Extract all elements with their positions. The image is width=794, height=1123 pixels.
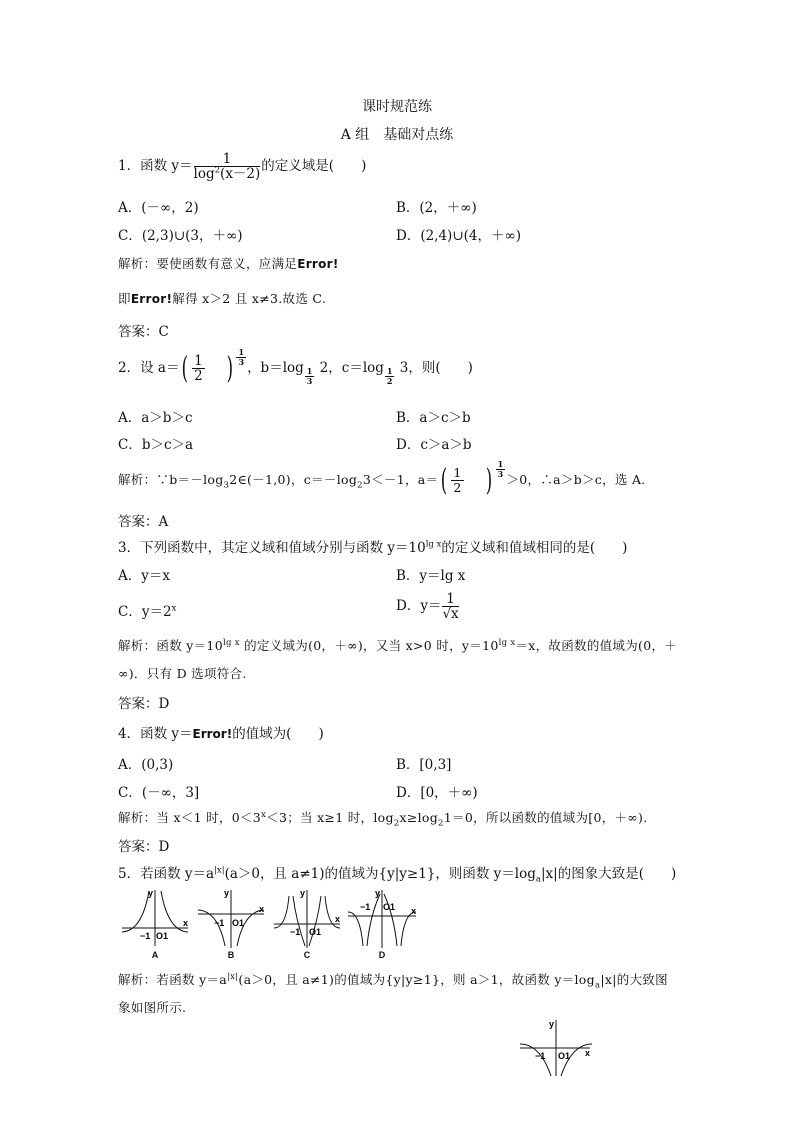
q3-text-a: 3．下列函数中，其定义域和值域分别与函数 y＝10	[118, 540, 426, 556]
q2-solution	[118, 459, 646, 498]
page-title: 课时规范练	[362, 99, 432, 115]
q5-text-a: 5．若函数 y＝a	[118, 866, 215, 882]
q5-text-b: (a＞0，且 a≠1)的值域为{y|y≥1}，则函数 y＝log	[224, 866, 536, 882]
q3-optd-frac	[442, 592, 458, 621]
q2-sol-a: 解析：∵b＝－log	[118, 472, 224, 487]
q3-answer: 答案：D	[118, 696, 170, 712]
q1-fraction	[194, 152, 261, 181]
q5-text-sup: |x|	[214, 865, 225, 876]
q4-option-c: C．(－∞，3]	[118, 785, 200, 801]
q1-answer: 答案：C	[118, 324, 169, 340]
q5-graph-a-label: A	[151, 950, 159, 960]
q2-exponent	[236, 348, 246, 367]
q5-c-ylabel: y	[300, 888, 306, 898]
q2-b-val: 2，c＝log	[315, 360, 384, 376]
q5-solution-line2: 象如图所示.	[118, 1000, 187, 1015]
q5-d-ylabel: y	[375, 888, 381, 898]
q2-option-d: D．c＞a＞b	[396, 437, 472, 453]
q5-b-neg1: −1	[214, 918, 225, 928]
q5-a-neg1: −1	[140, 931, 151, 941]
q2-sol-exp-num: 1	[497, 459, 504, 469]
q4-sol-c: x≥log	[399, 810, 439, 825]
q3-option-a: A．y＝x	[118, 568, 170, 584]
q1-sol2-text: 解得 x＞2 且 x≠3.故选 C.	[172, 291, 327, 306]
q2-sol-half-den: 2	[453, 480, 462, 495]
q1-denom-arg: (x－2)	[220, 166, 261, 182]
q2-exp-den: 3	[238, 357, 245, 367]
q5-solution-line1	[118, 970, 668, 991]
q1-option-c: C．(2,3)∪(3，＋∞)	[118, 228, 243, 244]
q3-optd-den: √x	[442, 606, 459, 622]
q5-d-o1: O1	[383, 902, 396, 912]
q1-solution-line2	[118, 289, 326, 307]
q5-c-xlabel: x	[335, 914, 341, 924]
q3-optc-text: C．y＝2	[118, 604, 172, 620]
q3-solution-line1	[118, 636, 677, 654]
q3-optc-sup: x	[171, 603, 177, 614]
q2-sol-c: 3＜－1，a＝	[362, 472, 439, 487]
q5-d-neg1: −1	[360, 902, 371, 912]
q2-sol-paren-left: (	[441, 462, 448, 498]
q2-sol-exponent	[496, 460, 506, 479]
q1-func: y＝	[171, 158, 193, 174]
q4-sol-b: ＜3；当 x≥1 时，log	[266, 810, 394, 825]
q5-sol-b: (a＞0，且 a≠1)的值域为{y|y≥1}，则 a＞1，故函数 y＝log	[238, 972, 595, 987]
q1-error-token-2: Error!	[130, 292, 173, 306]
q3-text-sup: lg x	[425, 539, 442, 550]
q2-c-base-num: 1	[386, 366, 393, 376]
q1-solution-line1	[118, 254, 339, 272]
q2-b-part: ，b＝log	[247, 360, 304, 376]
q3-sol-sup1: lg x	[222, 637, 240, 648]
q5-text-c: |x|的图象大致是( )	[540, 866, 677, 882]
q2-sol-d: ＞0，∴a＞b＞c，选 A.	[506, 472, 646, 487]
q5-sol-graph-neg1: −1	[535, 1051, 546, 1061]
q2-half-den: 2	[194, 368, 203, 384]
q2-sol-sub1: 3	[223, 480, 230, 491]
q1-option-a: A．(－∞，2)	[118, 200, 199, 216]
q5-graph-c	[272, 886, 342, 960]
q4-solution	[118, 808, 648, 829]
q5-sol-graph-xlabel: x	[585, 1048, 591, 1058]
q5-b-xlabel: x	[259, 904, 265, 914]
q4-sol-sub2: 2	[438, 818, 444, 829]
q2-a-eq: a＝	[157, 360, 180, 376]
question-3	[118, 536, 627, 556]
q5-c-neg1: −1	[290, 927, 301, 937]
q5-d-xlabel: x	[411, 906, 417, 916]
q1-denom-log: log	[193, 166, 215, 182]
q1-option-d: D．(2,4)∪(4，＋∞)	[396, 228, 522, 244]
q3-option-b: B．y＝lg x	[396, 568, 466, 584]
q3-sol-a: 解析：函数 y＝10	[118, 638, 223, 653]
q3-option-c	[118, 600, 176, 620]
q5-graph-d-label: D	[378, 950, 386, 960]
q4-sol-sup: x	[261, 809, 267, 820]
q5-sol-sup: |x|	[227, 971, 239, 982]
q2-b-base	[305, 367, 315, 386]
q2-sol-paren-right: )	[485, 462, 492, 498]
q5-a-ylabel: y	[148, 888, 154, 898]
q4-option-b: B．[0,3]	[396, 757, 452, 773]
q5-graph-b	[196, 886, 266, 960]
q1-tail: 的定义域是( )	[261, 158, 367, 174]
q4-answer: 答案：D	[118, 839, 170, 855]
q2-paren-left: (	[182, 350, 189, 386]
q3-optd-num: 1	[442, 592, 458, 607]
q2-sol-exp-den: 3	[497, 469, 504, 479]
q2-c-base-den: 2	[386, 376, 393, 386]
q5-sol-c: |x|的大致图	[600, 972, 668, 987]
q2-sol-half-num: 1	[453, 465, 462, 480]
q4-sol-d: 1＝0，所以函数的值域为[0，＋∞).	[443, 810, 648, 825]
q1-option-b: B．(2，＋∞)	[396, 200, 477, 216]
q1-denom-sup: 2	[214, 165, 221, 176]
q2-sol-half	[451, 466, 463, 495]
q5-sol-graph-o1: O1	[558, 1051, 571, 1061]
q1-sol2-prefix: 即	[118, 291, 131, 306]
q5-graph-d	[346, 886, 418, 960]
q2-paren-right: )	[226, 350, 233, 386]
q1-sol-text: 解析：要使函数有意义，应满足	[118, 256, 298, 271]
q5-sol-graph-ylabel: y	[549, 1019, 555, 1029]
q5-graph-b-label: B	[227, 950, 235, 960]
q5-graph-c-label: C	[303, 950, 311, 960]
q2-b-base-num: 1	[306, 366, 313, 376]
q3-optd-text: D．y＝	[396, 598, 442, 614]
q1-frac-num: 1	[194, 152, 261, 167]
question-2	[118, 347, 473, 386]
q5-text-sub: a	[535, 874, 541, 885]
q5-sol-a: 解析：若函数 y＝a	[118, 972, 227, 987]
q4-sol-sub1: 2	[393, 818, 400, 829]
question-4	[118, 722, 324, 742]
q2-c-base	[385, 367, 395, 386]
q2-half	[192, 354, 205, 383]
q3-solution-line2: ∞)．只有 D 选项符合.	[118, 666, 247, 681]
q2-half-num: 1	[194, 353, 203, 369]
q2-c-val: 3，则( )	[395, 360, 473, 376]
section-subtitle: A 组 基础对点练	[340, 127, 454, 143]
q4-text-b: 的值域为( )	[232, 726, 324, 742]
q5-solution-graph	[518, 1016, 594, 1080]
q4-text-a: 4．函数 y＝	[118, 726, 193, 742]
q5-b-o1: O1	[232, 918, 245, 928]
q3-text-b: 的定义域和值域相同的是( )	[441, 540, 628, 556]
q2-number: 2．设	[118, 360, 158, 376]
q3-sol-c: ＝x，故函数的值域为(0，＋	[515, 638, 678, 653]
q5-sol-sub: a	[594, 980, 601, 991]
question-5	[118, 862, 677, 885]
q4-option-d: D．[0，＋∞)	[396, 785, 478, 801]
q4-sol-a: 解析：当 x＜1 时，0＜3	[118, 810, 262, 825]
q2-option-b: B．a＞c＞b	[396, 410, 471, 426]
q2-option-a: A．a＞b＞c	[118, 410, 193, 426]
q5-a-xlabel: x	[183, 918, 189, 928]
q4-error-token: Error!	[192, 727, 233, 741]
q5-b-ylabel: y	[224, 888, 230, 898]
q1-error-token: Error!	[297, 257, 339, 271]
q1-number: 1．函数	[118, 158, 172, 174]
question-1	[118, 152, 366, 181]
q5-c-o1: O1	[309, 927, 322, 937]
q3-sol-sup2: lg x	[498, 637, 516, 648]
q3-sol-b: 的定义域为(0，＋∞)，又当 x>0 时，y＝10	[239, 638, 499, 653]
q3-option-d	[396, 592, 460, 621]
q4-option-a: A．(0,3)	[118, 757, 174, 773]
q2-option-c: C．b＞c＞a	[118, 437, 194, 453]
q2-answer: 答案：A	[118, 514, 169, 530]
q5-a-o1: O1	[156, 931, 169, 941]
q2-exp-num: 1	[238, 347, 245, 357]
q2-b-base-den: 3	[306, 376, 313, 386]
q2-sol-sub2: 2	[357, 480, 363, 491]
q5-graph-a	[120, 886, 190, 960]
q2-sol-b: 2∈(－1,0)，c＝－log	[229, 472, 358, 487]
